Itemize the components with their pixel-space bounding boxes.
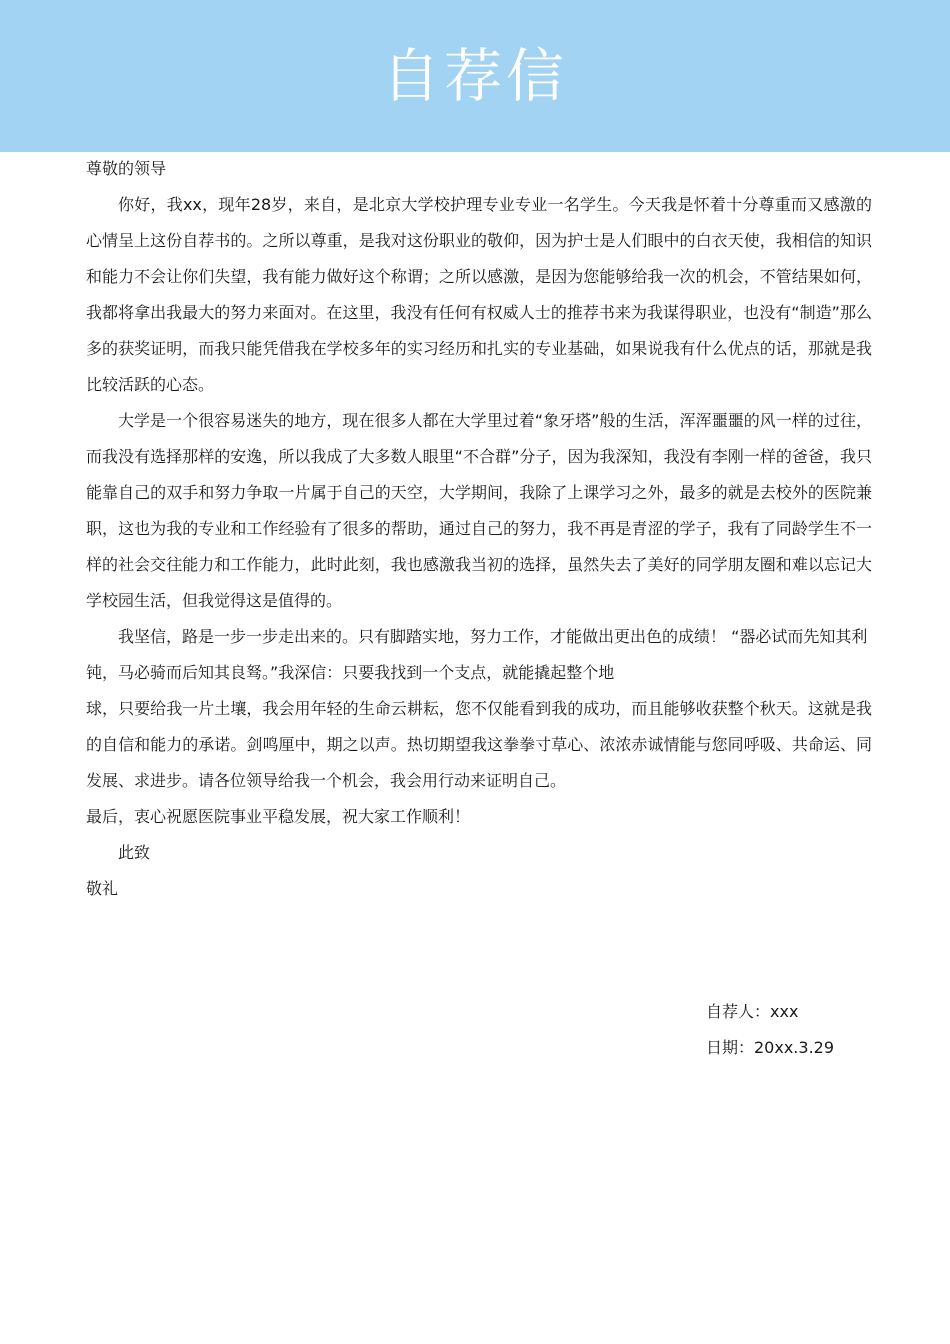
- paragraph-3a: 我坚信，路是一步一步走出来的。只有脚踏实地，努力工作，才能做出更出色的成绩！ “器必试而先知其利钝，马必骑而后知其良驽。”我深信：只要我找到一个支点，就能撬起整个地: [86, 627, 868, 682]
- signoff-ci-zhi: 此致: [118, 843, 151, 862]
- date-line: 日期：20xx.3.29: [706, 1038, 835, 1057]
- salutation: 尊敬的领导: [86, 159, 167, 178]
- signoff-jing-li: 敬礼: [86, 879, 119, 898]
- closing-line: 最后，衷心祝愿医院事业平稳发展，祝大家工作顺利！: [86, 807, 471, 826]
- paragraph-2: 大学是一个很容易迷失的地方，现在很多人都在大学里过着“象牙塔”般的生活，浑浑噩噩的风一样的过往，而我没有选择那样的安逸，所以我成了大多数人眼里“不合群”分子，因为我深知，我没有李刚一样的爸爸，我只能靠自己的双手和努力争取一片属于自己的天空，大学期间，我除了上课学习之外，最多的就是去校外的医院兼职，这也为我的专业和工作经验有了很多的帮助，通过自己的努力，我不再是青涩的学子，我有了同龄学生不一样的社会交往能力和工作能力，此时此刻，我也感激我当初的选择，虽然失去了美好的同学朋友圈和难以忘记大学校园生活，但我觉得这是值得的。: [86, 411, 872, 610]
- author-line: 自荐人：xxx: [706, 1002, 799, 1021]
- page-title: 自荐信: [381, 42, 568, 110]
- paragraph-3b: 球，只要给我一片土壤，我会用年轻的生命云耕耘，您不仅能看到我的成功，而且能够收获整个秋天。这就是我的自信和能力的承诺。剑鸣厘中，期之以声。热切期望我这拳拳寸草心、浓浓赤诚情能与您同呼吸、共命运、同发展、求进步。请各位领导给我一个机会，我会用行动来证明自己。: [86, 699, 872, 790]
- paragraph-1: 你好，我xx，现年28岁，来自，是北京大学校护理专业专业一名学生。今天我是怀着十分尊重而又感激的心情呈上这份自荐书的。之所以尊重，是我对这份职业的敬仰，因为护士是人们眼中的白衣天使，我相信的知识和能力不会让你们失望，我有能力做好这个称谓；之所以感激，是因为您能够给我一次的机会，不管结果如何，我都将拿出我最大的努力来面对。在这里，我没有任何有权威人士的推荐书来为我谋得职业，也没有“制造”那么多的获奖证明，而我只能凭借我在学校多年的实习经历和扎实的专业基础，如果说我有什么优点的话，那就是我比较活跃的心态。: [86, 195, 872, 394]
- signature-block: [706, 994, 834, 1066]
- letter-body: [86, 151, 872, 907]
